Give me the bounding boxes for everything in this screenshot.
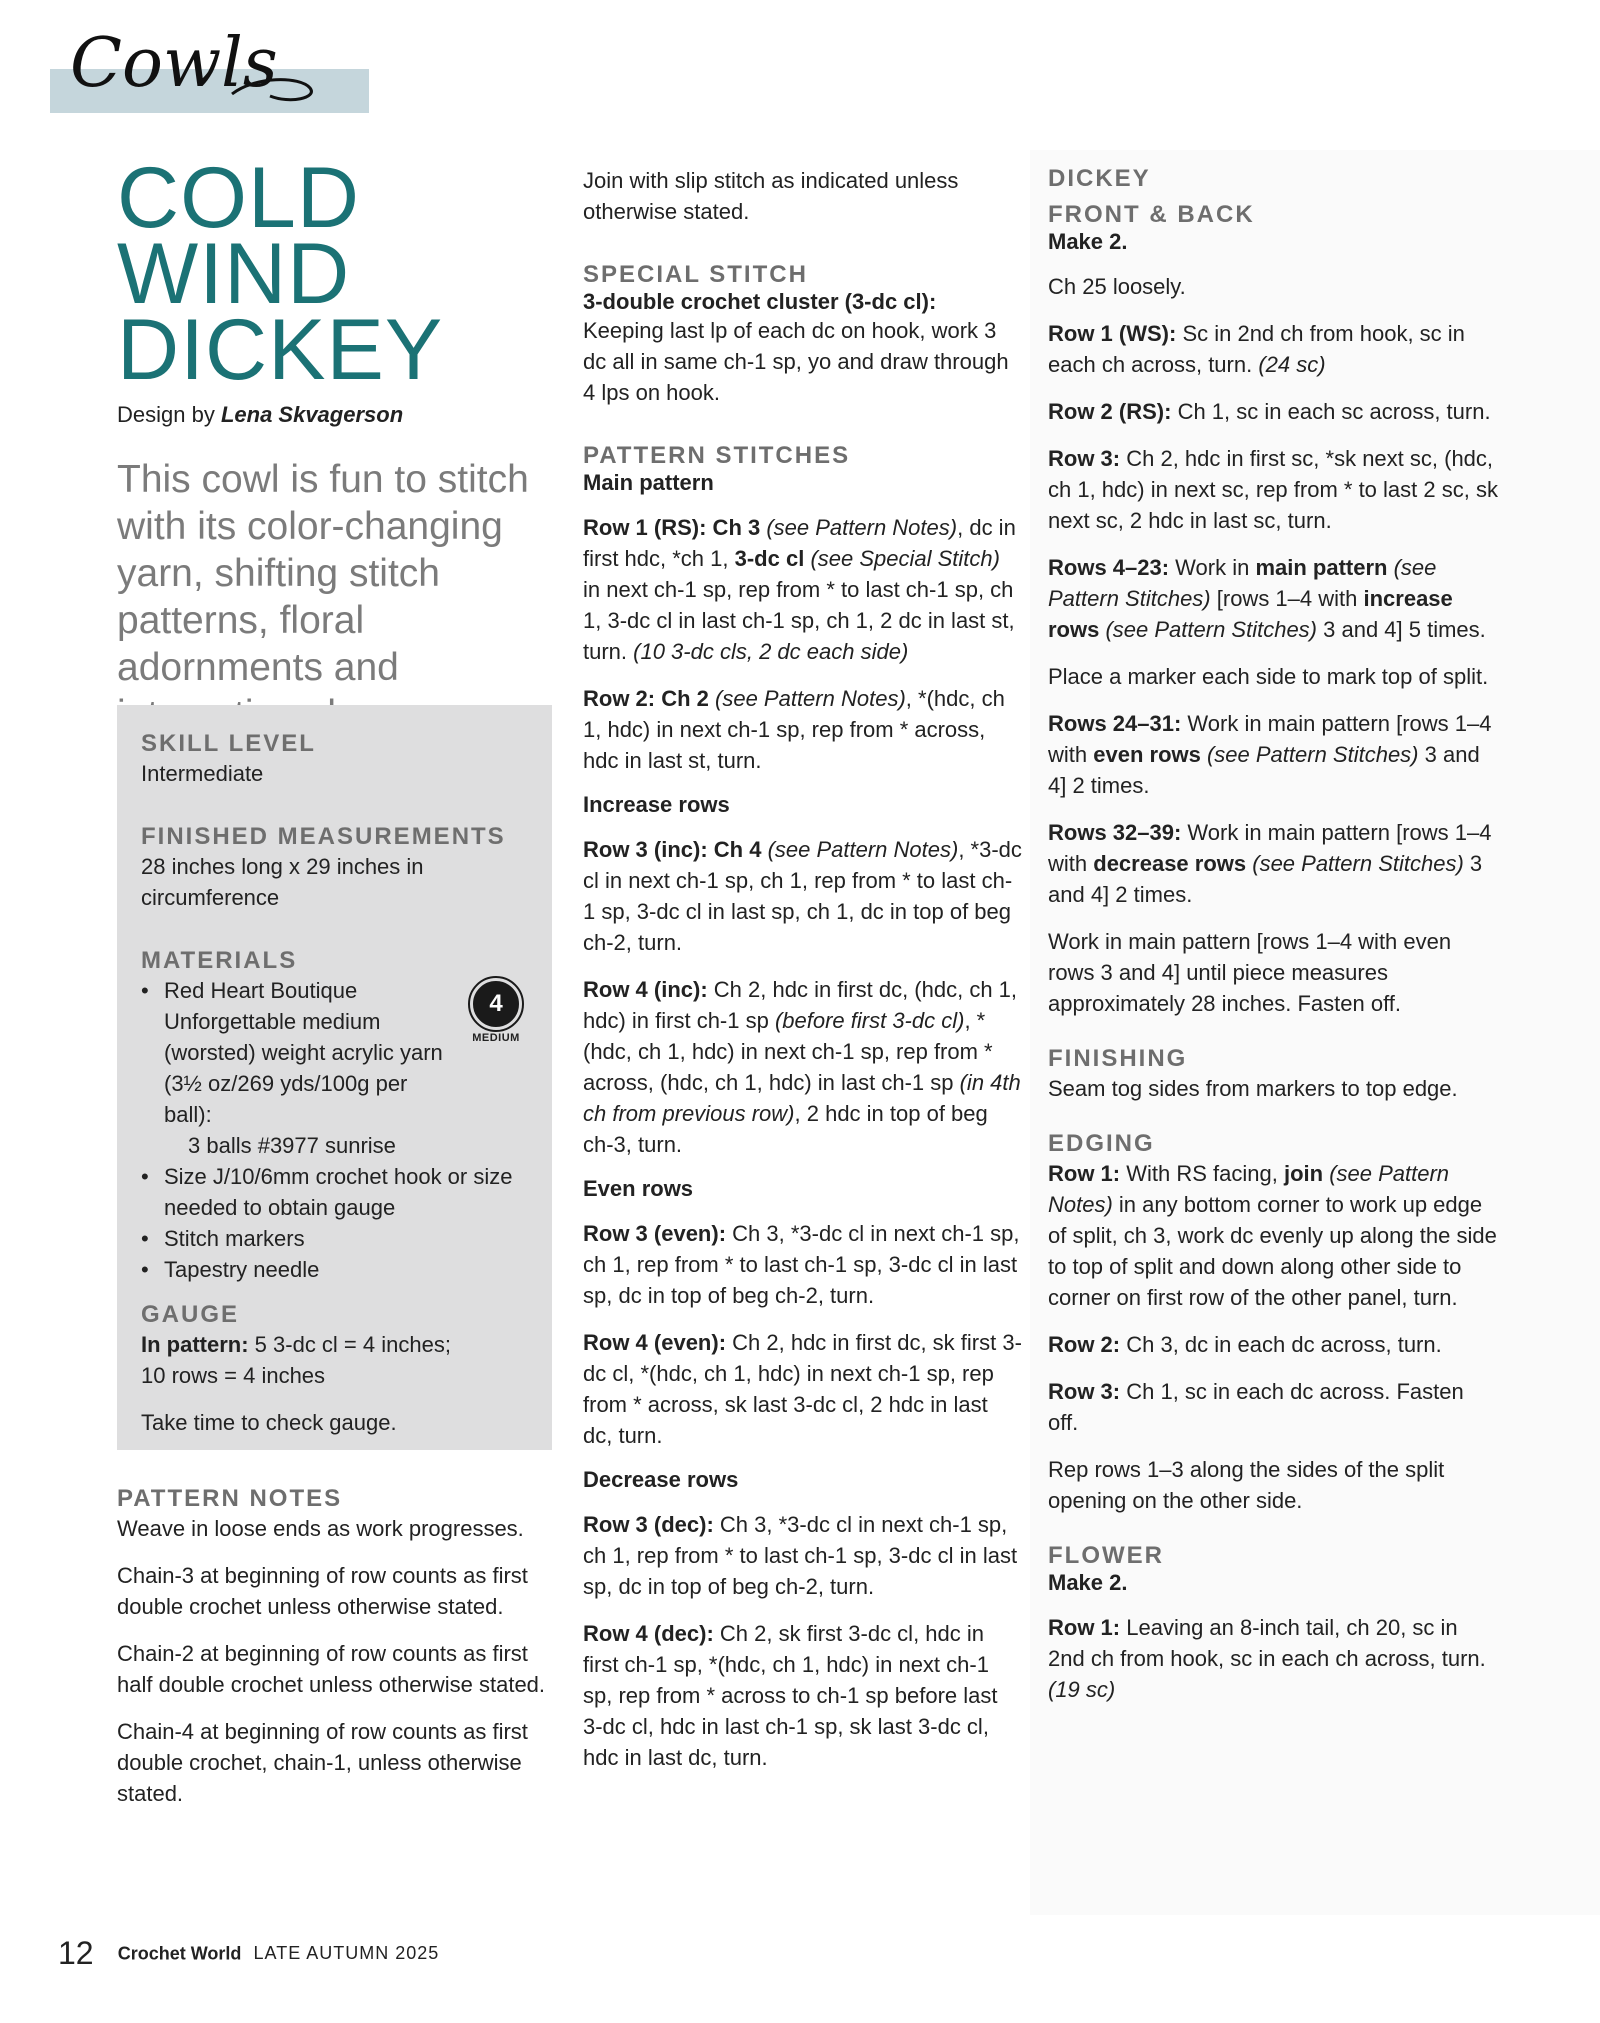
work-until-note: Work in main pattern [rows 1–4 with even rows 3 and 4] until piece measures approximately 28 inches. Fasten off. [1048,929,1452,1016]
row-text: 3 and 4] 2 times. [1048,851,1483,907]
designer-name: Lena Skvagerson [220,402,404,427]
row-label: Row 4 (dec): [583,1621,714,1646]
gauge-line-2: 10 rows = 4 inches [141,1363,326,1388]
row-text: With RS facing, [1120,1161,1284,1186]
row-ref: (see Pattern Stitches) [1099,617,1318,642]
row-label: Row 1 (WS): [1048,321,1177,346]
dickey-row-3 [1048,443,1498,536]
row-label: Rows 24–31: [1048,711,1182,736]
flower-make-count: Make 2. [1048,1570,1128,1595]
inc-row-3 [583,834,1023,958]
gauge-label: In pattern: [141,1332,249,1357]
row-ref: (see Pattern Notes) [761,837,959,862]
row-label: Row 3 (inc): Ch 4 [583,837,762,862]
note-item: Chain-2 at beginning of row counts as first half double crochet unless otherwise stated. [117,1641,546,1697]
even-row-3 [583,1218,1023,1311]
row-bold: join [1283,1161,1324,1186]
magazine-name: Crochet World [117,1943,242,1964]
byline-prefix: Design by [117,402,221,427]
title-block [117,150,557,738]
dec-row-4 [583,1618,1023,1773]
dickey-rows-4-23 [1048,552,1498,645]
material-item-hook: • Size J/10/6mm crochet hook or size needed to obtain gauge [141,1161,536,1223]
row-text: [rows 1–4 with [1210,586,1364,611]
row-ref: (see Pattern Stitches) [1048,555,1437,611]
edging-repeat: Rep rows 1–3 along the sides of the split opening on the other side. [1048,1457,1445,1513]
row-label: Row 4 (even): [583,1330,727,1355]
edging-row-3 [1048,1376,1498,1438]
note-item: Chain-4 at beginning of row counts as first double crochet, chain-1, unless otherwise stated. [117,1719,528,1806]
row-text: Work in [1169,555,1256,580]
title-line-2: DICKEY [117,302,444,398]
row-text: Ch 2, hdc in first dc, (hdc, ch 1, hdc) in first ch-1 sp [583,977,1018,1033]
row-bold: 3-dc cl [734,546,805,571]
skill-value: Intermediate [141,761,264,786]
row-text: , 2 hdc in top of beg ch-3, turn. [583,1101,988,1157]
row-bold: even rows [1093,742,1201,767]
row-text: Work in main pattern [rows 1–4 with [1048,820,1492,876]
marker-note: Place a marker each side to mark top of split. [1048,664,1489,689]
even-row-4 [583,1327,1023,1451]
middle-column [583,165,1023,1773]
row-text: Ch 2, hdc in first dc, sk first 3-dc cl, *(hdc, ch 1, hdc) in next ch-1 sp, rep from * across, sk last 3-dc cl, 2 hdc in last dc, turn. [583,1330,1022,1448]
special-stitch-heading: SPECIAL STITCH [583,261,808,288]
row-label: Row 3: [1048,1379,1121,1404]
issue-label: LATE AUTUMN 2025 [253,1943,440,1964]
info-box [117,705,552,1450]
row-text: , *3-dc cl in next ch-1 sp, ch 1, rep from * to last ch-1 sp, 3-dc cl in last sp, ch 1, dc in top of beg ch-2, turn. [583,837,1022,955]
front-back-heading: FRONT & BACK [1048,201,1255,228]
skill-heading: SKILL LEVEL [141,730,316,757]
row-text: Ch 3, dc in each dc across, turn. [1120,1332,1442,1357]
row-ref: (see Special Stitch) [804,546,1000,571]
row-text: , *(hdc, ch 1, hdc) in next ch-1 sp, rep from * across, (hdc, ch 1, hdc) in last ch-1 sp [583,1008,993,1095]
row-label: Row 2: Ch 2 [583,686,709,711]
notes-heading: PATTERN NOTES [117,1485,343,1512]
edging-heading: EDGING [1048,1130,1155,1157]
row-label: Row 1: [1048,1615,1121,1640]
main-row-1 [583,512,1023,667]
title-line-1: COLD WIND [117,150,360,322]
row-text: Ch 2, hdc in first sc, *sk next sc, (hdc, ch 1, hdc) in next sc, rep from * to last 2 sc, sk next sc, 2 hdc in last sc, turn. [1048,446,1498,533]
row-label: Row 3 (dec): [583,1512,714,1537]
material-item-markers: • Stitch markers [141,1223,536,1254]
row-text: , dc in first hdc, *ch 1, [583,515,1016,571]
measurements-value: 28 inches long x 29 inches in circumference [141,854,424,910]
row-text: Ch 2, sk first 3-dc cl, hdc in first ch-1 sp, *(hdc, ch 1, hdc) in next ch-1 sp, rep from * across to ch-1 sp before last 3-dc cl, hdc in last ch-1 sp, sk last 3-dc cl, hdc in last dc, turn. [583,1621,998,1770]
material-item-needle: • Tapestry needle [141,1254,536,1285]
row-ref: (in 4th ch from previous row) [583,1070,1021,1126]
gauge-heading: GAUGE [141,1301,240,1328]
yarn-weight-label: MEDIUM [472,1032,520,1044]
special-stitch-text: Keeping last lp of each dc on hook, work 3 dc all in same ch-1 sp, yo and draw through 4 lps on hook. [583,318,1009,405]
yarn-weight-number: 4 [470,978,522,1030]
finishing-text: Seam tog sides from markers to top edge. [1048,1076,1458,1101]
gauge-check: Take time to check gauge. [141,1410,397,1435]
row-label: Row 2: [1048,1332,1121,1357]
row-count: (19 sc) [1048,1677,1116,1702]
row-ref: (see Pattern Stitches) [1200,742,1419,767]
dickey-heading: DICKEY [1048,165,1151,192]
flower-row-1 [1048,1612,1498,1705]
row-text: Ch 3, *3-dc cl in next ch-1 sp, ch 1, rep from * to last ch-1 sp, 3-dc cl in last sp, dc in top of beg ch-2, turn. [583,1221,1020,1308]
finishing-heading: FINISHING [1048,1045,1188,1072]
pattern-notes [117,1485,557,1809]
inc-row-4 [583,974,1023,1160]
dickey-rows-24-31 [1048,708,1498,801]
row-label: Rows 32–39: [1048,820,1182,845]
material-item-yarn: • Red Heart Boutique Unforgettable medium (worsted) weight acrylic yarn (3½ oz/269 yds/100g per ball): [141,975,536,1130]
row-text: 3 and 4] 2 times. [1048,742,1480,798]
row-count: (10 3-dc cls, 2 dc each side) [633,639,909,664]
byline [117,402,557,428]
row-label: Rows 4–23: [1048,555,1170,580]
row-text: Ch 1, sc in each dc across. Fasten off. [1048,1379,1464,1435]
row-bold: increase rows [1048,586,1453,642]
row-count: (24 sc) [1258,352,1326,377]
row-label: Row 3 (even): [583,1221,727,1246]
dec-row-3 [583,1509,1023,1602]
row-text: Sc in 2nd ch from hook, sc in each ch across, turn. [1048,321,1465,377]
flower-heading: FLOWER [1048,1542,1164,1569]
intro-text: This cowl is fun to stitch with its color-changing yarn, shifting stitch patterns, floral adornments and [117,458,529,689]
row-label: Row 4 (inc): [583,977,708,1002]
row-label: Row 3: [1048,446,1121,471]
edging-row-2 [1048,1329,1498,1360]
measurements-heading: FINISHED MEASUREMENTS [141,823,506,850]
row-text: Work in main pattern [rows 1–4 with [1048,711,1492,767]
dickey-row-1 [1048,318,1498,380]
even-rows-heading: Even rows [583,1176,694,1201]
row-ref: (see Pattern Notes) [760,515,958,540]
make-count: Make 2. [1048,229,1128,254]
gauge-value-1: 5 3-dc cl = 4 inches; [248,1332,451,1357]
row-text: Ch 1, sc in each sc across, turn. [1171,399,1491,424]
material-item-yarn-qty: 3 balls #3977 sunrise [188,1133,396,1158]
swash-flourish [230,72,320,112]
section-tab-label: Cowls [70,24,278,103]
page-number: 12 [58,1935,94,1971]
yarn-weight-icon [456,978,536,1044]
row-ref: (see Pattern Notes) [708,686,906,711]
note-item: Weave in loose ends as work progresses. [117,1516,524,1541]
row-bold: main pattern [1255,555,1388,580]
increase-rows-heading: Increase rows [583,792,730,817]
dickey-rows-32-39 [1048,817,1498,910]
page-title [117,150,557,398]
main-pattern-heading: Main pattern [583,470,714,495]
row-label: Row 2 (RS): [1048,399,1172,424]
note-item: Chain-3 at beginning of row counts as first double crochet unless otherwise stated. [117,1563,528,1619]
main-row-2 [583,683,1023,776]
row-text: in next ch-1 sp, rep from * to last ch-1 sp, ch 1, 3-dc cl in last ch-1 sp, ch 1, 2 dc in last st, turn. [583,577,1015,664]
dickey-row-2 [1048,396,1498,427]
right-column [1048,165,1498,1705]
row-ref: (see Pattern Stitches) [1246,851,1464,876]
pattern-stitches-heading: PATTERN STITCHES [583,442,851,469]
special-stitch-name: 3-double crochet cluster (3-dc cl): [583,289,937,314]
row-text: 3 and 4] 5 times. [1317,617,1486,642]
row-text: Leaving an 8-inch tail, ch 20, sc in 2nd ch from hook, sc in each ch across, turn. [1048,1615,1486,1671]
row-ref: (before first 3-dc cl) [774,1008,965,1033]
decrease-rows-heading: Decrease rows [583,1467,739,1492]
row-label: Row 1 (RS): Ch 3 [583,515,761,540]
note-item: Join with slip stitch as indicated unless otherwise stated. [583,168,959,224]
row-bold: decrease rows [1093,851,1247,876]
row-text: , *(hdc, ch 1, hdc) in next ch-1 sp, rep from * across, hdc in last st, turn. [583,686,1005,773]
materials-heading: MATERIALS [141,947,298,974]
page-footer [58,1935,439,1972]
edging-row-1 [1048,1158,1498,1313]
row-text: in any bottom corner to work up edge of split, ch 3, work dc evenly up along the side to top of split and down along other side to corner on first row of the other panel, turn. [1048,1192,1497,1310]
gauge-line-1 [141,1329,536,1360]
row-label: Row 1: [1048,1161,1121,1186]
row-ref: (see Pattern Notes) [1048,1161,1450,1217]
row-text: Ch 3, *3-dc cl in next ch-1 sp, ch 1, rep from * to last ch-1 sp, 3-dc cl in last sp, dc in top of beg ch-2, turn. [583,1512,1018,1599]
chain-start: Ch 25 loosely. [1048,274,1186,299]
